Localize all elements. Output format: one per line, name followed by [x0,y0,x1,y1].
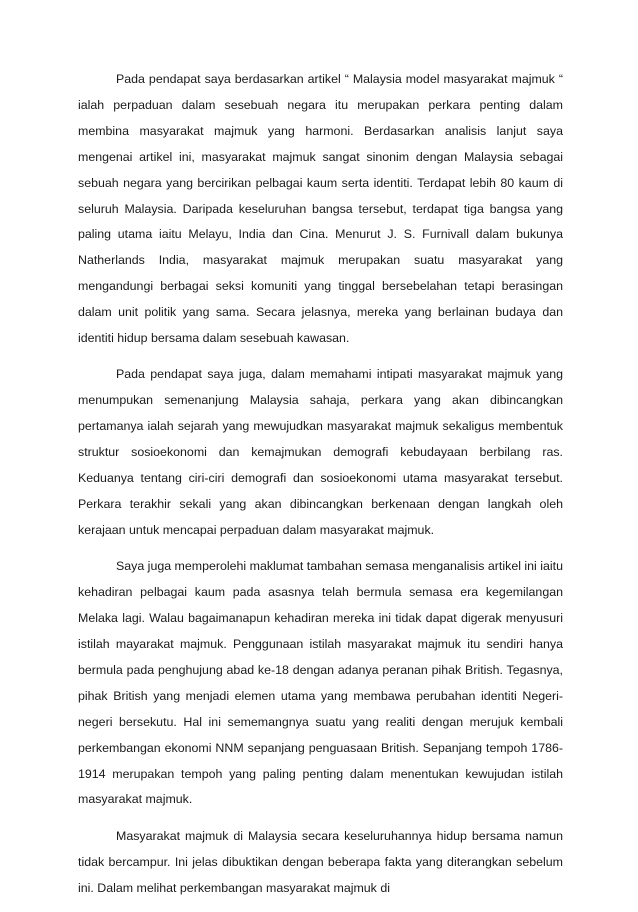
paragraph-2: Pada pendapat saya juga, dalam memahami intipati masyarakat majmuk yang menumpukan semenanjung Malaysia sahaja, perkara yang akan dibincangkan pertamanya ialah sejarah yang mewujudkan masyarakat majmuk sekaligus membentuk struktur sosioekonomi dan kemajmukan demografi kebudayaan berbilang ras. Keduanya tentang ciri-ciri demografi dan sosioekonomi utama masyarakat tersebut. Perkara terakhir sekali yang akan dibincangkan berkenaan dengan langkah oleh kerajaan untuk mencapai perpaduan dalam masyarakat majmuk. [78,367,563,537]
paragraph-1: Pada pendapat saya berdasarkan artikel “ Malaysia model masyarakat majmuk “ ialah perpaduan dalam sesebuah negara itu merupakan perkara penting dalam membina masyarakat majmuk yang harmoni. Berdasarkan analisis lanjut saya mengenai artikel ini, masyarakat majmuk sangat sinonim dengan Malaysia sebagai sebuah negara yang bercirikan pelbagai kaum serta identiti. Terdapat lebih 80 kaum di seluruh Malaysia. Daripada keseluruhan bangsa tersebut, terdapat tiga bangsa yang paling utama iaitu Melayu, India dan Cina. Menurut J. S. Furnivall dalam bukunya Natherlands India, masyarakat majmuk merupakan suatu masyarakat yang mengandungi berbagai seksi komuniti yang tinggal bersebelahan tetapi berasingan dalam unit politik yang sama. Secara jelasnya, mereka yang berlainan budaya dan identiti hidup bersama dalam sesebuah kawasan. [78,72,563,346]
paragraph-4: Masyarakat majmuk di Malaysia secara keseluruhannya hidup bersama namun tidak bercampur. Ini jelas dibuktikan dengan beberapa fakta yang diterangkan sebelum ini. Dalam melihat perkembangan masyarakat majmuk di [78,828,563,895]
document-page [78,67,563,912]
paragraph-3: Saya juga memperolehi maklumat tambahan semasa menganalisis artikel ini iaitu kehadiran pelbagai kaum pada asasnya telah bermula semasa era kegemilangan Melaka lagi. Walau bagaimanapun kehadiran mereka ini tidak dapat digerak menyusuri istilah mayarakat majmuk. Penggunaan istilah masyarakat majmuk itu sendiri hanya bermula pada penghujung abad ke-18 dengan adanya peranan pihak British. Tegasnya, pihak British yang menjadi elemen utama yang membawa perubahan identiti Negeri-negeri bersekutu. Hal ini sememangnya suatu yang realiti dengan merujuk kembali perkembangan ekonomi NNM sepanjang penguasaan British. Sepanjang tempoh 1786-1914 merupakan tempoh yang paling penting dalam menentukan kewujudan istilah masyarakat majmuk. [78,559,563,807]
